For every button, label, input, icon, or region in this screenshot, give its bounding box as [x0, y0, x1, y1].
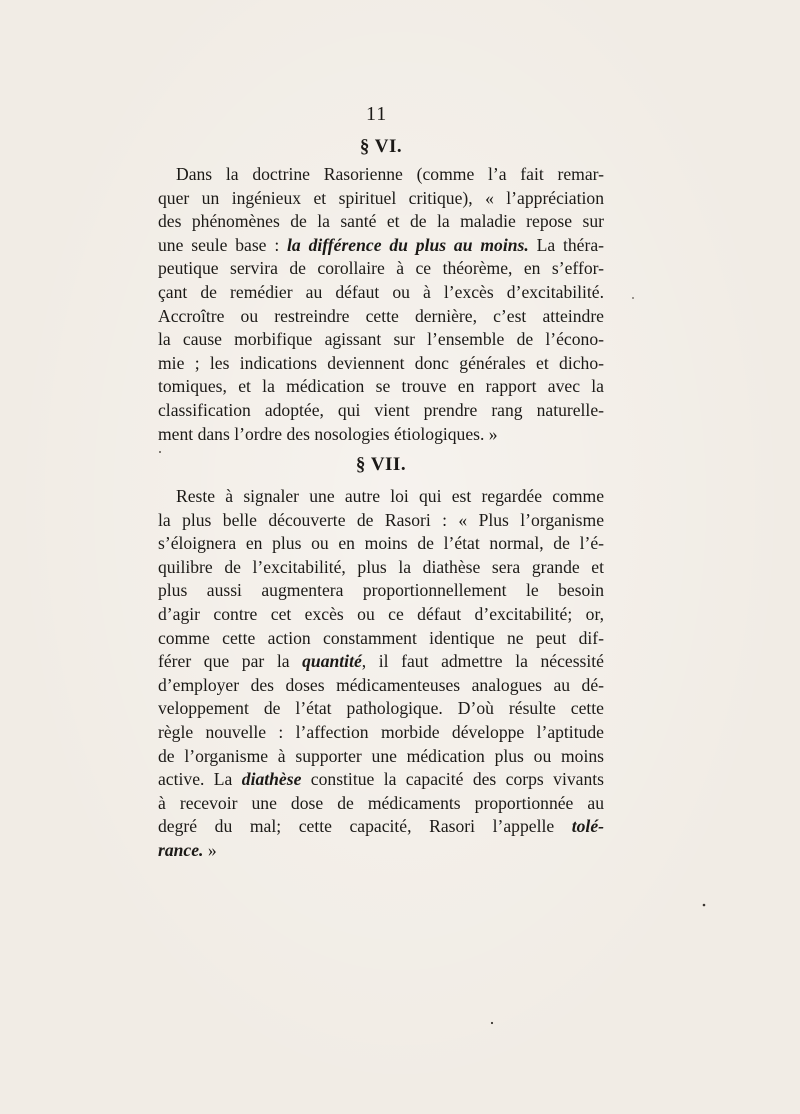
section-7-paragraph [158, 485, 604, 863]
text-line: la plus belle découverte de Rasori : « Plus l’organisme [158, 509, 604, 530]
text-line-with-emphasis [158, 839, 604, 863]
text-line: classification adoptée, qui vient prendre rang naturelle- [158, 399, 604, 420]
text-line: tomiques, et la médication se trouve en rapport avec la [158, 376, 604, 397]
text-line: s’éloignera en plus ou en moins de l’état normal, de l’é- [158, 533, 604, 554]
text-line: de l’organisme à supporter une médication plus ou moins [158, 745, 604, 766]
section-7-heading: § VII. [355, 454, 407, 475]
text-span: une seule base : [158, 234, 288, 255]
text-span: férer que par la [158, 651, 303, 672]
text-line: quer un ingénieux et spirituel critique), « l’appréciation [158, 187, 604, 208]
text-line-with-emphasis [158, 768, 604, 792]
text-line: ment dans l’ordre des nosologies étiologiques. » [158, 423, 498, 444]
text-line: mie ; les indications deviennent donc générales et dicho- [158, 352, 604, 373]
text-line: peutique servira de corollaire à ce théorème, en s’effor- [158, 258, 604, 279]
page-number: 11 [366, 103, 388, 125]
text-span: La théra- [528, 234, 604, 255]
emphasis-text: la différence du plus au moins. [287, 234, 529, 255]
paper-speck [632, 297, 634, 299]
text-line: Reste à signaler une autre loi qui est regardée comme [176, 486, 604, 506]
emphasis-text: tolé- [571, 816, 604, 837]
text-span: constitue la capacité des corps vivants [301, 769, 604, 790]
text-line: la cause morbifique agissant sur l’ensemble de l’écono- [158, 329, 604, 350]
emphasis-text: diathèse [241, 769, 302, 790]
text-span: active. La [158, 769, 242, 790]
text-line: d’agir contre cet excès ou ce défaut d’excitabilité; or, [158, 603, 604, 624]
section-6-heading: § VI. [359, 136, 403, 157]
text-line-with-emphasis [158, 815, 604, 839]
text-line: d’employer des doses médicamenteuses analogues au dé- [158, 674, 604, 695]
text-line: à recevoir une dose de médicaments proportionnée au [158, 792, 604, 813]
text-line: plus aussi augmentera proportionnellement le besoin [158, 580, 604, 601]
text-line: comme cette action constamment identique ne peut dif- [158, 627, 604, 648]
text-line: veloppement de l’état pathologique. D’où résulte cette [158, 698, 604, 719]
text-line: çant de remédier au défaut ou à l’excès d’excitabilité. [158, 281, 604, 302]
text-line-with-emphasis [158, 234, 604, 258]
section-6-paragraph [158, 163, 604, 446]
text-line: Accroître ou restreindre cette dernière, c’est atteindre [158, 305, 604, 326]
text-span: » [203, 839, 217, 860]
paper-speck [491, 1022, 493, 1024]
text-line: règle nouvelle : l’affection morbide développe l’aptitude [158, 721, 604, 742]
text-line: Dans la doctrine Rasorienne (comme l’a fait remar- [176, 164, 604, 184]
emphasis-text: rance. [158, 839, 204, 860]
emphasis-text: quantité [302, 651, 362, 672]
text-span: degré du mal; cette capacité, Rasori l’appelle [158, 816, 572, 837]
text-line-with-emphasis [158, 650, 604, 674]
text-line: quilibre de l’excitabilité, plus la diathèse sera grande et [158, 556, 604, 577]
text-line: des phénomènes de la santé et de la maladie repose sur [158, 211, 604, 232]
paper-speck [703, 904, 706, 907]
text-span: , il faut admettre la nécessité [361, 651, 604, 672]
